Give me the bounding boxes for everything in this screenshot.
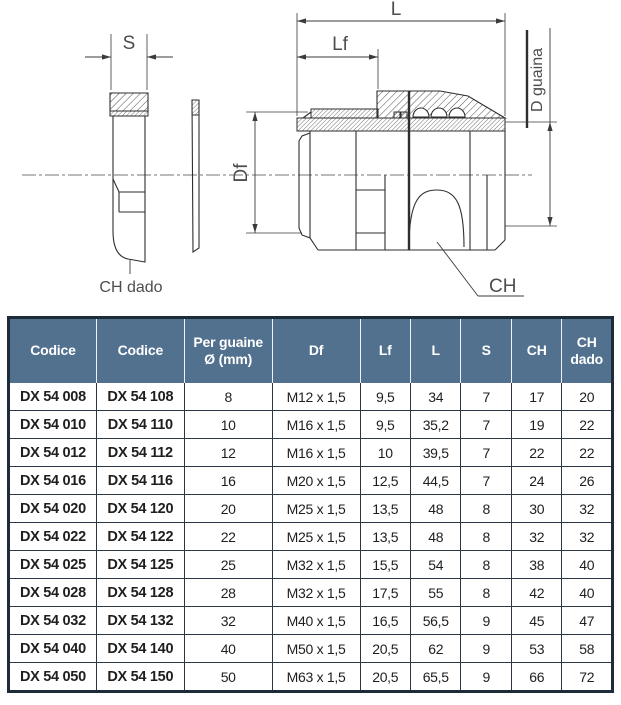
- table-row: [9, 383, 613, 411]
- value-cell: 8: [461, 523, 511, 551]
- value-cell: 20: [562, 383, 613, 411]
- value-cell: 7: [461, 383, 511, 411]
- value-cell: 32: [562, 495, 613, 523]
- arrowhead: [547, 217, 552, 226]
- table-row: [9, 439, 613, 467]
- value-cell: 16,5: [360, 607, 410, 635]
- value-cell: 42: [511, 579, 561, 607]
- body-right-chamfer: [495, 240, 505, 250]
- value-cell: 20,5: [360, 663, 410, 692]
- thread-strip-section: [311, 109, 378, 118]
- arrowhead: [297, 54, 306, 59]
- value-cell: M32 x 1,5: [272, 551, 360, 579]
- arrowhead: [252, 112, 257, 121]
- value-cell: 20,5: [360, 635, 410, 663]
- code-cell: DX 54 108: [96, 383, 184, 411]
- value-cell: 22: [562, 439, 613, 467]
- dimension-s: [85, 33, 173, 90]
- dim-label-s: S: [122, 33, 136, 54]
- washer-hatch: [192, 100, 199, 115]
- spec-header-row: [9, 318, 613, 384]
- value-cell: 38: [511, 551, 561, 579]
- code-cell: DX 54 150: [96, 663, 184, 692]
- column-header-6: S: [461, 318, 511, 384]
- column-header-1: Codice: [96, 318, 184, 384]
- table-row: [9, 579, 613, 607]
- dimension-d-guaina: [505, 28, 557, 226]
- code-cell: DX 54 028: [9, 579, 97, 607]
- thread-strip-chamfer: [303, 112, 311, 118]
- value-cell: 7: [461, 467, 511, 495]
- value-cell: 9,5: [360, 411, 410, 439]
- arrowhead: [102, 54, 111, 59]
- value-cell: M25 x 1,5: [272, 523, 360, 551]
- value-cell: 58: [562, 635, 613, 663]
- nut-chamfer-line-1: [113, 179, 145, 192]
- value-cell: 66: [511, 663, 561, 692]
- claw-dome-profile: [409, 190, 464, 247]
- value-cell: M32 x 1,5: [272, 579, 360, 607]
- value-cell: 24: [511, 467, 561, 495]
- nut-cap-hatch: [110, 93, 148, 111]
- column-header-8: CH dado: [562, 318, 613, 384]
- value-cell: M20 x 1,5: [272, 467, 360, 495]
- value-cell: 7: [461, 439, 511, 467]
- code-cell: DX 54 140: [96, 635, 184, 663]
- dim-label-ch-dado: CH dado: [99, 279, 163, 296]
- spec-table-body: [9, 383, 613, 692]
- value-cell: 62: [410, 635, 460, 663]
- value-cell: 19: [511, 411, 561, 439]
- value-cell: 7: [461, 411, 511, 439]
- value-cell: 32: [511, 523, 561, 551]
- value-cell: 40: [562, 579, 613, 607]
- value-cell: 9: [461, 607, 511, 635]
- body-top-section: [297, 118, 505, 131]
- code-cell: DX 54 110: [96, 411, 184, 439]
- column-header-0: Codice: [9, 318, 97, 384]
- column-header-2: Per guaine Ø (mm): [184, 318, 272, 384]
- value-cell: M16 x 1,5: [272, 411, 360, 439]
- value-cell: 12: [184, 439, 272, 467]
- value-cell: 47: [562, 607, 613, 635]
- table-row: [9, 467, 613, 495]
- arrowhead: [369, 54, 378, 59]
- table-row: [9, 663, 613, 692]
- dim-label-ch: CH: [489, 276, 517, 297]
- column-header-7: CH: [511, 318, 561, 384]
- value-cell: M16 x 1,5: [272, 439, 360, 467]
- value-cell: 8: [461, 551, 511, 579]
- table-row: [9, 523, 613, 551]
- washer-outline: [192, 100, 199, 252]
- code-cell: DX 54 010: [9, 411, 97, 439]
- value-cell: 13,5: [360, 523, 410, 551]
- nut-cap-band: [110, 111, 148, 116]
- table-row: [9, 495, 613, 523]
- code-cell: DX 54 022: [9, 523, 97, 551]
- spec-table: [7, 316, 614, 693]
- value-cell: 28: [184, 579, 272, 607]
- value-cell: 35,2: [410, 411, 460, 439]
- value-cell: 25: [184, 551, 272, 579]
- value-cell: 48: [410, 495, 460, 523]
- code-cell: DX 54 132: [96, 607, 184, 635]
- value-cell: M63 x 1,5: [272, 663, 360, 692]
- value-cell: 13,5: [360, 495, 410, 523]
- value-cell: 9,5: [360, 383, 410, 411]
- value-cell: 40: [562, 551, 613, 579]
- value-cell: M25 x 1,5: [272, 495, 360, 523]
- value-cell: 65,5: [410, 663, 460, 692]
- value-cell: 39,5: [410, 439, 460, 467]
- value-cell: M40 x 1,5: [272, 607, 360, 635]
- value-cell: 17,5: [360, 579, 410, 607]
- code-cell: DX 54 120: [96, 495, 184, 523]
- code-cell: DX 54 122: [96, 523, 184, 551]
- code-cell: DX 54 032: [9, 607, 97, 635]
- value-cell: 10: [184, 411, 272, 439]
- value-cell: 16: [184, 467, 272, 495]
- code-cell: DX 54 008: [9, 383, 97, 411]
- arrowhead: [252, 224, 257, 233]
- value-cell: M12 x 1,5: [272, 383, 360, 411]
- value-cell: 30: [511, 495, 561, 523]
- value-cell: 8: [184, 383, 272, 411]
- value-cell: 10: [360, 439, 410, 467]
- code-cell: DX 54 040: [9, 635, 97, 663]
- value-cell: 32: [562, 523, 613, 551]
- value-cell: M50 x 1,5: [272, 635, 360, 663]
- column-header-3: Df: [272, 318, 360, 384]
- value-cell: 9: [461, 663, 511, 692]
- value-cell: 26: [562, 467, 613, 495]
- code-cell: DX 54 016: [9, 467, 97, 495]
- value-cell: 22: [511, 439, 561, 467]
- value-cell: 50: [184, 663, 272, 692]
- value-cell: 9: [461, 635, 511, 663]
- arrowhead: [547, 122, 552, 131]
- value-cell: 17: [511, 383, 561, 411]
- value-cell: 12,5: [360, 467, 410, 495]
- code-cell: DX 54 116: [96, 467, 184, 495]
- dim-label-l: L: [390, 0, 402, 20]
- value-cell: 56,5: [410, 607, 460, 635]
- value-cell: 53: [511, 635, 561, 663]
- value-cell: 8: [461, 495, 511, 523]
- value-cell: 22: [184, 523, 272, 551]
- dim-label-df: Df: [231, 163, 252, 183]
- washer-side-view: [192, 100, 199, 252]
- table-row: [9, 607, 613, 635]
- code-cell: DX 54 050: [9, 663, 97, 692]
- column-header-4: Lf: [360, 318, 410, 384]
- column-header-5: L: [410, 318, 460, 384]
- value-cell: 44,5: [410, 467, 460, 495]
- code-cell: DX 54 112: [96, 439, 184, 467]
- dimension-lf: [297, 34, 378, 89]
- value-cell: 48: [410, 523, 460, 551]
- gland-body-view: [297, 91, 505, 250]
- value-cell: 55: [410, 579, 460, 607]
- arrowhead: [496, 18, 505, 23]
- value-cell: 40: [184, 635, 272, 663]
- technical-drawing: [0, 0, 621, 312]
- value-cell: 15,5: [360, 551, 410, 579]
- value-cell: 8: [461, 579, 511, 607]
- spec-table-wrap: [7, 316, 614, 693]
- spigot-outline: [299, 133, 318, 250]
- ch-dado-callout: [99, 260, 162, 296]
- arrowhead: [297, 18, 306, 23]
- table-row: [9, 411, 613, 439]
- table-row: [9, 551, 613, 579]
- value-cell: 32: [184, 607, 272, 635]
- value-cell: 20: [184, 495, 272, 523]
- code-cell: DX 54 020: [9, 495, 97, 523]
- dim-label-d-guaina: D guaina: [529, 47, 546, 113]
- dim-label-lf: Lf: [332, 34, 348, 55]
- value-cell: 45: [511, 607, 561, 635]
- code-cell: DX 54 125: [96, 551, 184, 579]
- value-cell: 22: [562, 411, 613, 439]
- cable-gland-drawing: [0, 0, 621, 312]
- value-cell: 34: [410, 383, 460, 411]
- dimension-df: [231, 112, 308, 233]
- nut-side-view: [110, 93, 148, 262]
- arrowhead: [147, 54, 156, 59]
- table-row: [9, 635, 613, 663]
- code-cell: DX 54 012: [9, 439, 97, 467]
- code-cell: DX 54 025: [9, 551, 97, 579]
- value-cell: 54: [410, 551, 460, 579]
- value-cell: 72: [562, 663, 613, 692]
- code-cell: DX 54 128: [96, 579, 184, 607]
